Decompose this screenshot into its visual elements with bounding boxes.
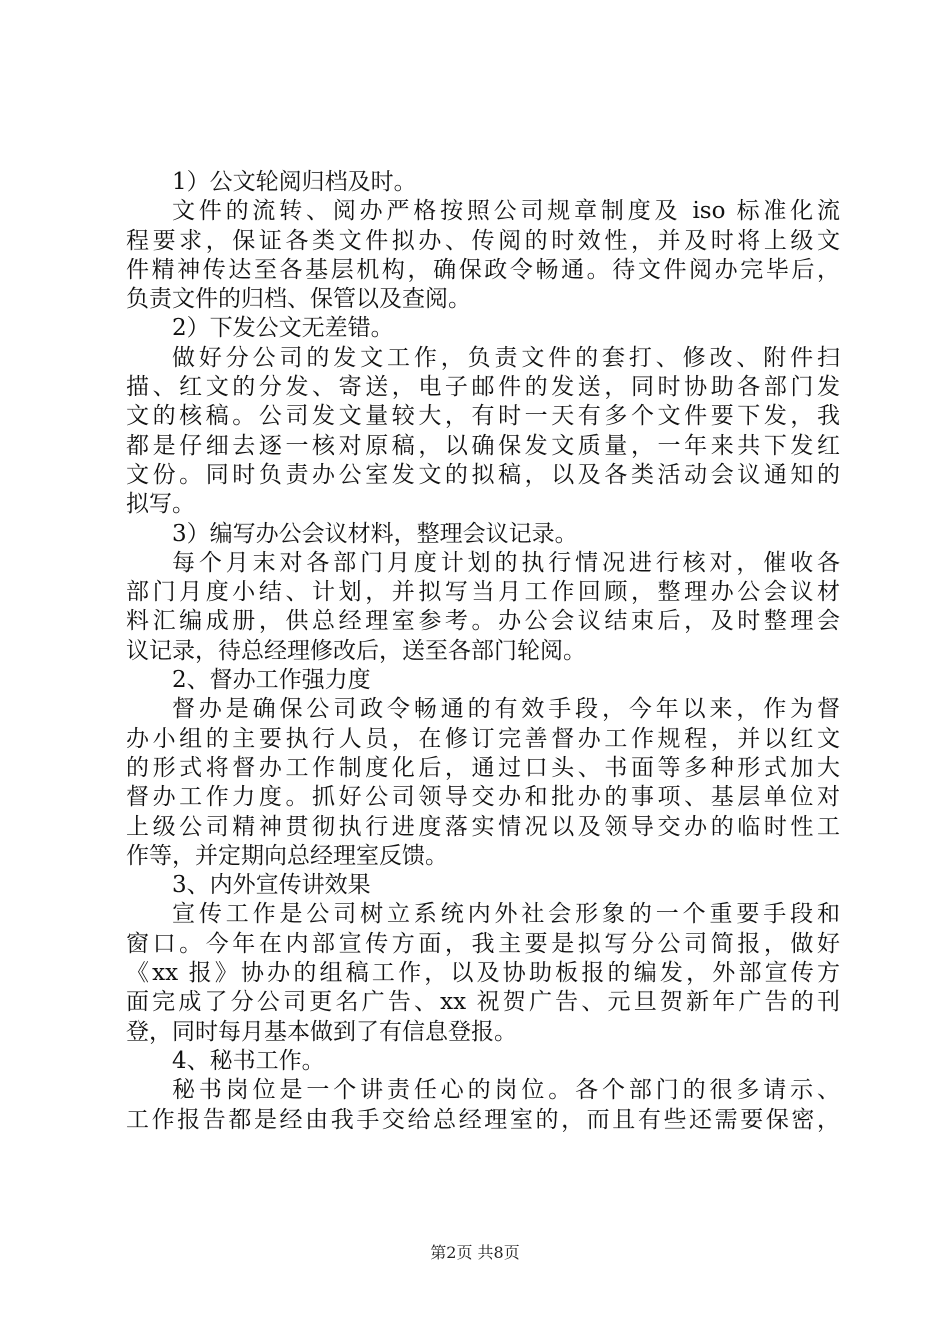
text-line: 《xx 报》协办的组稿工作，以及协助板报的编发，外部宣传方 (126, 960, 840, 987)
text-line: 文的核稿。公司发文量较大，有时一天有多个文件要下发，我 (126, 403, 840, 430)
text-line: 办小组的主要执行人员，在修订完善督办工作规程，并以红文 (126, 725, 840, 752)
text-line: 做好分公司的发文工作，负责文件的套打、修改、附件扫 (172, 344, 840, 371)
text-line: 拟写。 (126, 491, 195, 518)
text-line: 3、内外宣传讲效果 (172, 872, 371, 899)
text-line: 作等，并定期向总经理室反馈。 (126, 842, 448, 869)
text-line: 面完成了分公司更名广告、xx 祝贺广告、元旦贺新年广告的刊 (126, 989, 840, 1016)
text-line: 上级公司精神贯彻执行进度落实情况以及领导交办的临时性工 (126, 813, 840, 840)
text-line: 料汇编成册，供总经理室参考。办公会议结束后，及时整理会 (126, 608, 840, 635)
text-line: 宣传工作是公司树立系统内外社会形象的一个重要手段和 (172, 901, 840, 928)
page-footer: 第2页 共8页 (430, 1243, 520, 1262)
text-line: 2）下发公文无差错。 (172, 315, 394, 342)
document-body (126, 168, 840, 1135)
text-line: 负责文件的归档、保管以及查阅。 (126, 286, 471, 313)
text-line: 督办工作力度。抓好公司领导交办和批办的事项、基层单位对 (126, 784, 840, 811)
text-line: 的形式将督办工作制度化后，通过口头、书面等多种形式加大 (126, 754, 840, 781)
text-line: 文件的流转、阅办严格按照公司规章制度及 iso 标准化流 (172, 198, 840, 225)
text-line: 1）公文轮阅归档及时。 (172, 169, 417, 195)
text-line: 件精神传达至各基层机构，确保政令畅通。待文件阅办完毕后， (126, 256, 840, 283)
text-line: 工作报告都是经由我手交给总经理室的，而且有些还需要保密， (126, 1106, 840, 1133)
text-line: 督办是确保公司政令畅通的有效手段，今年以来，作为督 (172, 696, 840, 723)
text-line: 秘书岗位是一个讲责任心的岗位。各个部门的很多请示、 (172, 1077, 840, 1104)
text-line: 登，同时每月基本做到了有信息登报。 (126, 1018, 517, 1045)
text-line: 描、红文的分发、寄送，电子邮件的发送，同时协助各部门发 (126, 374, 840, 401)
text-line: 都是仔细去逐一核对原稿，以确保发文质量，一年来共下发红 (126, 432, 840, 459)
text-line: 3）编写办公会议材料，整理会议记录。 (172, 520, 578, 547)
text-line: 4、秘书工作。 (172, 1047, 325, 1074)
text-line: 部门月度小结、计划，并拟写当月工作回顾，整理办公会议材 (126, 579, 840, 606)
text-line: 议记录，待总经理修改后，送至各部门轮阅。 (126, 637, 586, 664)
text-line: 窗口。今年在内部宣传方面，我主要是拟写分公司简报，做好 (126, 930, 840, 957)
text-line: 程要求，保证各类文件拟办、传阅的时效性，并及时将上级文 (126, 227, 840, 254)
text-line: 文份。同时负责办公室发文的拟稿，以及各类活动会议通知的 (126, 461, 840, 488)
text-line: 2、督办工作强力度 (172, 667, 371, 694)
text-line: 每个月末对各部门月度计划的执行情况进行核对，催收各 (172, 549, 840, 576)
